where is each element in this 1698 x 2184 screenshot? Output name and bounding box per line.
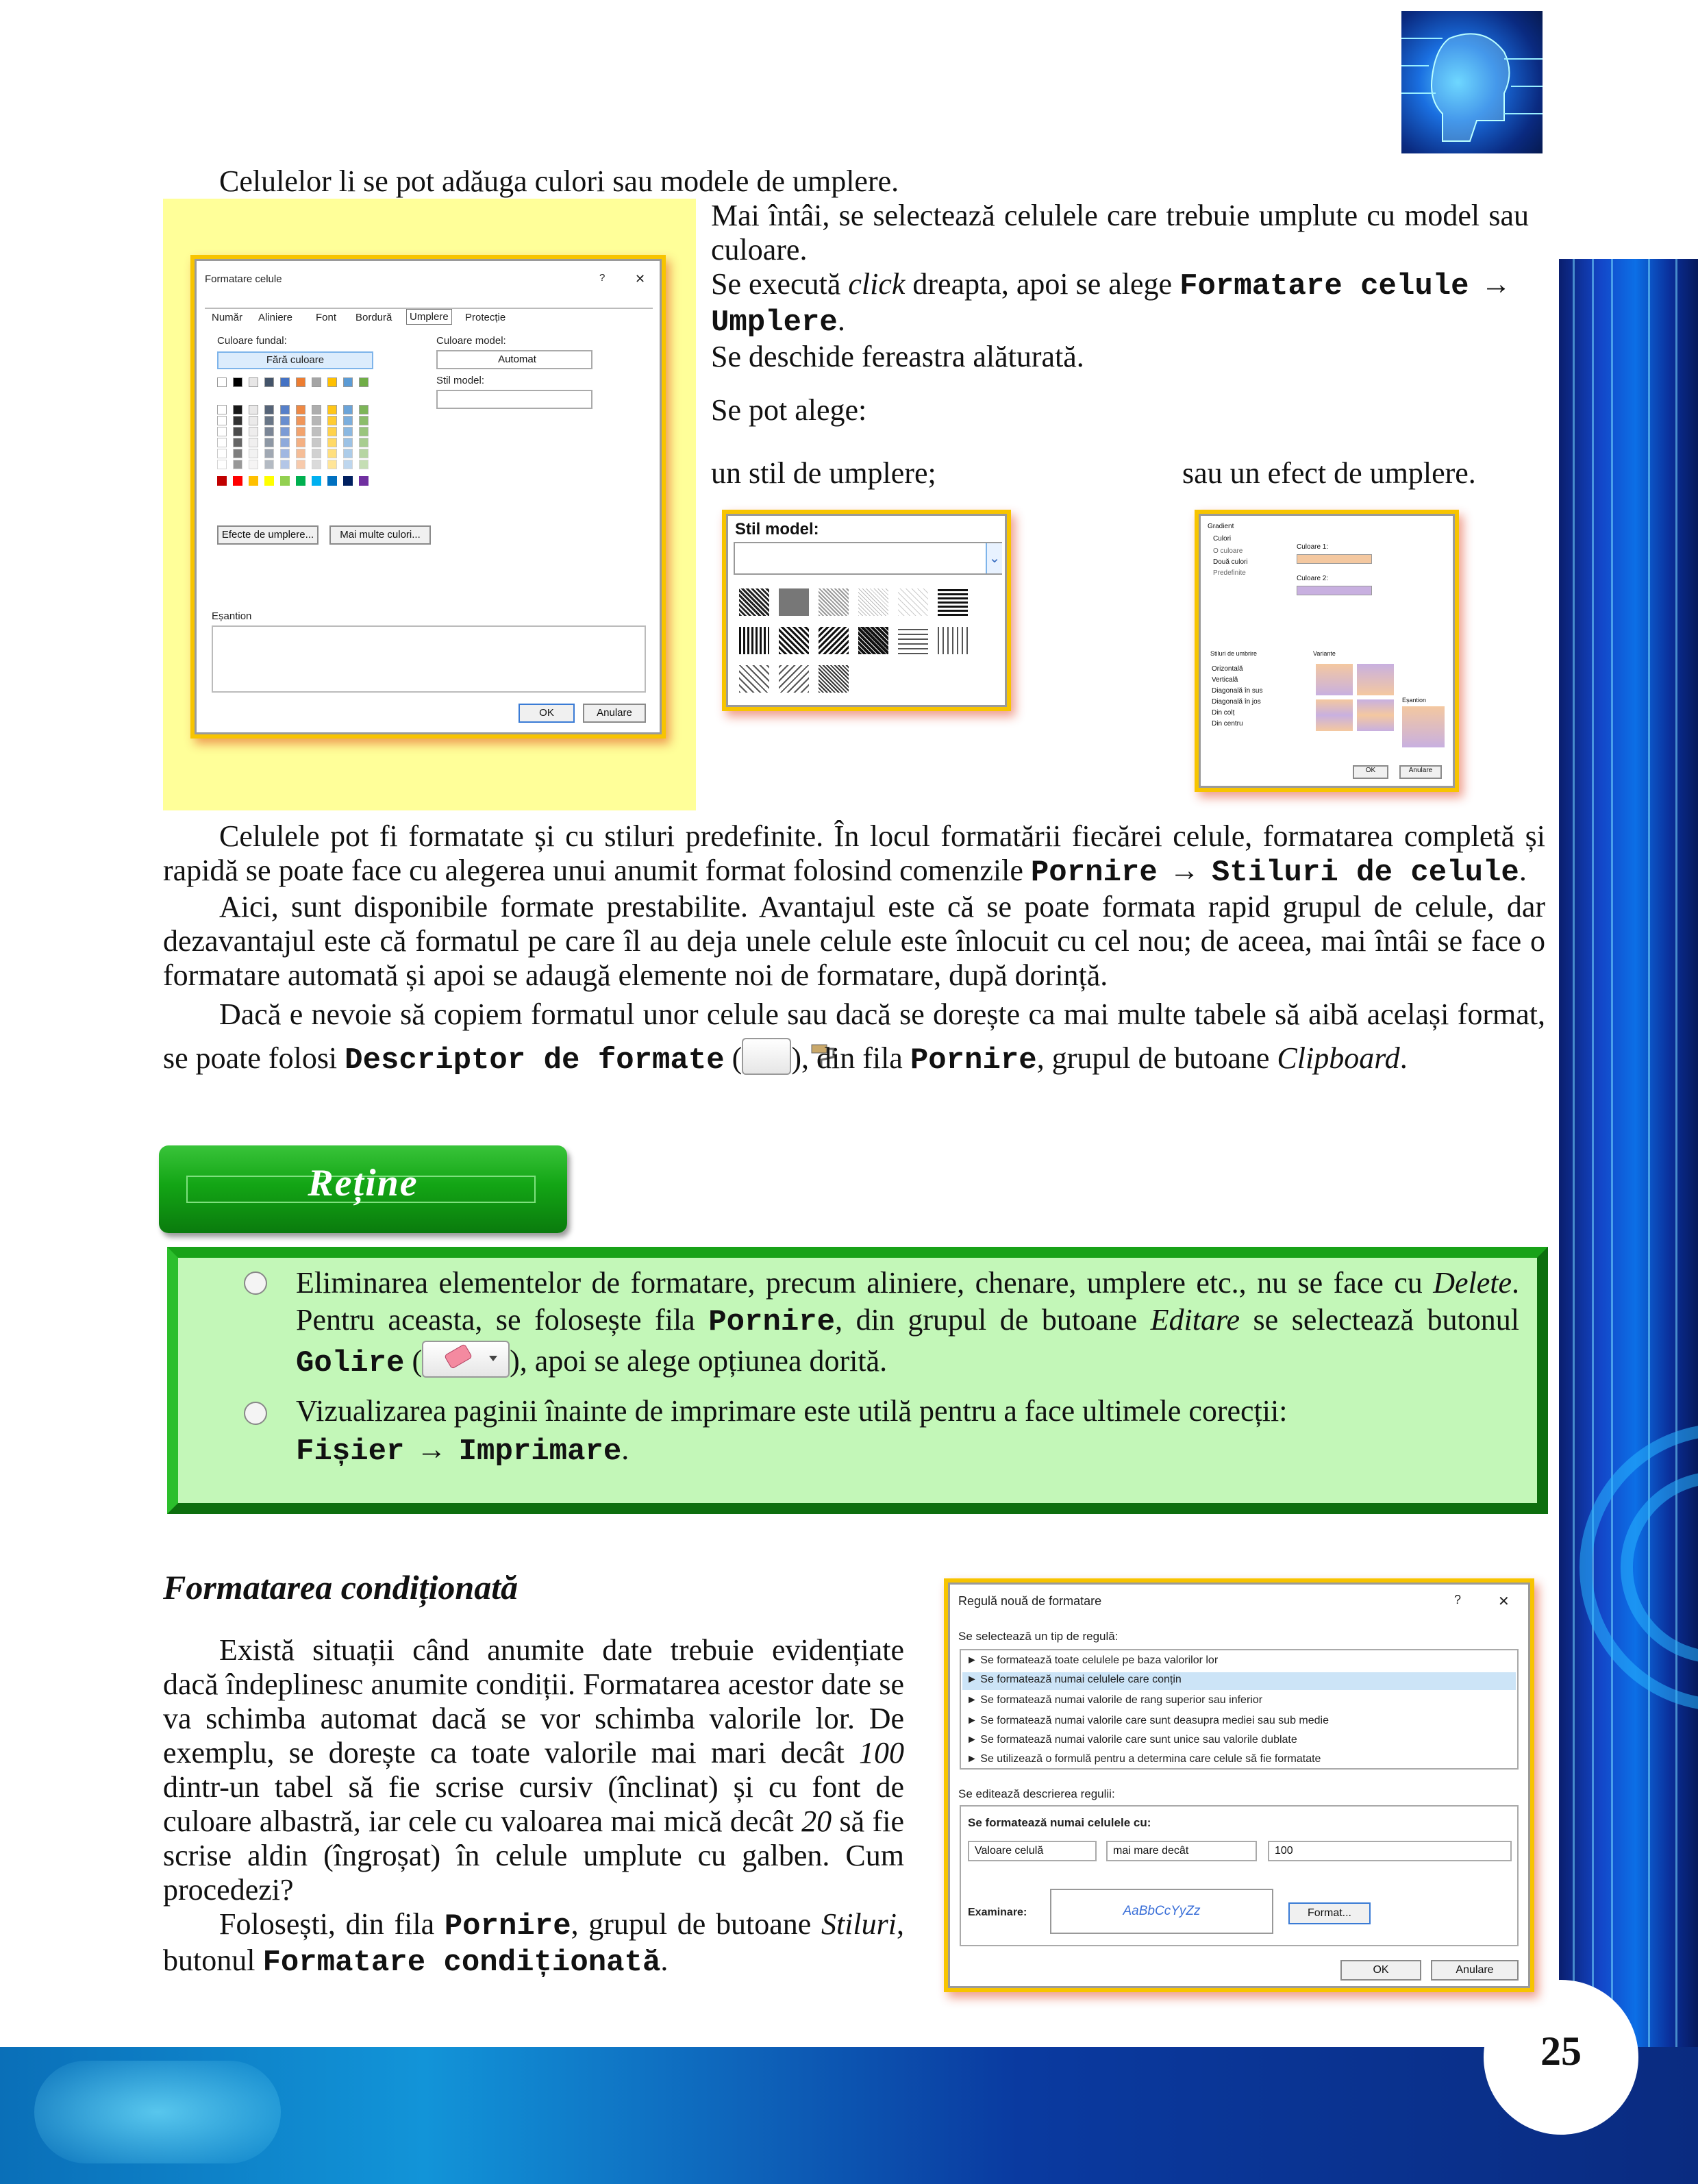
color-swatch[interactable] (233, 405, 242, 414)
color-swatch[interactable] (264, 377, 274, 387)
sample-label: Eșantion (212, 610, 252, 622)
only-cells-label: Se formatează numai celulele cu: (968, 1816, 1151, 1829)
retine-item-2: Vizualizarea paginii înainte de imprimare este utilă pentru a face ultimele corecții: Fișier → Imprimare. (296, 1394, 1288, 1469)
color-swatch[interactable] (217, 476, 227, 486)
preview-label: Examinare: (968, 1907, 1027, 1918)
color-swatch[interactable] (296, 377, 305, 387)
shading-style-option[interactable]: Diagonală în sus (1212, 687, 1263, 695)
rule-option[interactable]: ► Se formatează numai valorile care sunt deasupra mediei sau sub medie (966, 1715, 1329, 1726)
color-swatch[interactable] (249, 476, 258, 486)
shading-styles-label: Stiluri de umbrire (1210, 650, 1258, 657)
color1-label: Culoare 1: (1297, 543, 1329, 551)
pattern-swatch[interactable] (898, 627, 928, 654)
color-swatch[interactable] (264, 449, 274, 458)
color-swatch[interactable] (359, 438, 369, 447)
colors-label: Culori (1213, 535, 1232, 543)
pattern-swatch[interactable] (779, 627, 809, 654)
color-swatch[interactable] (359, 377, 369, 387)
color-swatch[interactable] (249, 438, 258, 447)
radio-one-color[interactable]: O culoare (1213, 547, 1243, 555)
shading-style-option[interactable]: Diagonală în jos (1212, 698, 1261, 706)
color-swatch[interactable] (327, 476, 337, 486)
rule-type-list[interactable] (960, 1649, 1519, 1770)
pattern-swatch[interactable] (938, 627, 968, 654)
retine-title: Reține (308, 1162, 419, 1204)
color-swatch[interactable] (312, 449, 321, 458)
pattern-swatch[interactable] (739, 665, 769, 693)
color-swatch[interactable] (233, 438, 242, 447)
color-swatch[interactable] (343, 438, 353, 447)
color-swatch[interactable] (296, 476, 305, 486)
intro-p4: Se pot alege: (711, 393, 867, 427)
cancel-button[interactable]: Anulare (1431, 1960, 1519, 1981)
color-swatch[interactable] (343, 377, 353, 387)
color-swatch[interactable] (359, 405, 369, 414)
color-swatch[interactable] (343, 405, 353, 414)
color-swatch[interactable] (359, 449, 369, 458)
new-formatting-rule-dialog (948, 1583, 1530, 1988)
color-swatch[interactable] (296, 438, 305, 447)
option-fill-style: un stil de umplere; (711, 456, 936, 490)
color-swatch[interactable] (249, 377, 258, 387)
dialog-title: Regulă nouă de formatare (958, 1594, 1102, 1608)
pattern-swatch[interactable] (938, 588, 968, 616)
rule-description-box (960, 1805, 1519, 1946)
pattern-swatch[interactable] (779, 588, 809, 616)
color-swatch[interactable] (280, 427, 290, 436)
tab-numar[interactable]: Număr (212, 312, 243, 323)
color-swatch[interactable] (327, 449, 337, 458)
color-swatch[interactable] (217, 460, 227, 469)
pattern-swatch[interactable] (858, 588, 888, 616)
color-swatch[interactable] (312, 405, 321, 414)
help-icon[interactable]: ? (1454, 1593, 1462, 1606)
fill-effects-dialog (1199, 514, 1455, 788)
format-painter-icon (742, 1038, 791, 1075)
color-swatch[interactable] (233, 416, 242, 425)
color-swatch[interactable] (280, 416, 290, 425)
gradient-group-label: Gradient (1208, 523, 1234, 530)
color2-label: Culoare 2: (1297, 575, 1329, 582)
color-swatch[interactable] (249, 405, 258, 414)
sample-preview (212, 625, 646, 693)
color-swatch[interactable] (280, 476, 290, 486)
color-swatch[interactable] (343, 416, 353, 425)
color-swatch[interactable] (233, 377, 242, 387)
color-swatch[interactable] (264, 416, 274, 425)
pattern-swatch[interactable] (858, 627, 888, 654)
color-swatch[interactable] (343, 449, 353, 458)
color-swatch[interactable] (233, 449, 242, 458)
shading-style-option[interactable]: Din colț (1212, 709, 1235, 717)
color-swatch[interactable] (217, 377, 227, 387)
color1-dropdown[interactable] (1297, 554, 1372, 564)
color-swatch[interactable] (280, 377, 290, 387)
variants-label: Variante (1313, 650, 1336, 657)
color-swatch[interactable] (217, 405, 227, 414)
conditional-paragraph-2: Folosești, din fila Pornire, grupul de butoane Stiluri, butonul Formatare condiționată. (163, 1907, 904, 1980)
color-swatch[interactable] (296, 460, 305, 469)
cancel-button[interactable]: Anulare (1399, 765, 1442, 779)
pattern-style-label: Stil model: (735, 520, 819, 538)
ok-button[interactable]: OK (519, 704, 575, 723)
format-cells-dialog (195, 259, 662, 734)
color-swatch[interactable] (217, 416, 227, 425)
intro-p1: Mai întâi, se selectează celulele care trebuie umplute cu model sau culoare. (711, 199, 1529, 266)
format-button[interactable]: Format... (1288, 1902, 1371, 1924)
conditional-paragraph-1: Există situații când anumite date trebuie evidențiate dacă îndeplinesc anumite condiții. Formatarea acestor date se va schimba automat dacă se vor schimba valorile lor. De exemplu, se dorește ca toate valorile mai mari decât 100 dintr-un tabel să fie scrise cursiv (înclinat) și cu font de culoare albastră, iar cele cu valoarea mai mică decât 20 să fie scrise aldin (îngroșat) în celule umplute cu galben. Cum procedezi? (163, 1633, 904, 1907)
color-swatch[interactable] (327, 416, 337, 425)
color-swatch[interactable] (233, 427, 242, 436)
pattern-swatch[interactable] (898, 588, 928, 616)
color-swatch[interactable] (280, 405, 290, 414)
section-heading: Formatarea condiționată (163, 1568, 519, 1606)
color-swatch[interactable] (327, 427, 337, 436)
color-swatch[interactable] (249, 416, 258, 425)
shading-style-option[interactable]: Din centru (1212, 720, 1243, 728)
bg-color-label: Culoare fundal: (217, 335, 287, 347)
color-swatch[interactable] (249, 460, 258, 469)
styles-paragraph-3: Dacă e nevoie să copiem formatul unor celule sau dacă se dorește ca mai multe tabele să aibă același format, se poate folosi Descriptor de formate ( ), din fila Pornire, grupul de butoane Clipboard. (163, 997, 1545, 1078)
color-swatch[interactable] (327, 377, 337, 387)
option-fill-effect: sau un efect de umplere. (1182, 456, 1476, 490)
pattern-swatch[interactable] (779, 665, 809, 693)
pattern-swatch[interactable] (819, 665, 849, 693)
color-swatch[interactable] (217, 449, 227, 458)
color-swatch[interactable] (264, 438, 274, 447)
ok-button[interactable]: OK (1340, 1960, 1421, 1981)
cancel-button[interactable]: Anulare (583, 704, 646, 723)
close-icon[interactable]: ✕ (1498, 1594, 1510, 1609)
color-swatch[interactable] (343, 460, 353, 469)
sample-label: Eșantion (1402, 697, 1427, 704)
preview-box: AaBbCcYyZz (1050, 1889, 1273, 1934)
pattern-color-label: Culoare model: (436, 335, 506, 347)
pattern-style-panel (726, 514, 1007, 707)
tab-font[interactable]: Font (316, 312, 337, 323)
color-swatch[interactable] (359, 460, 369, 469)
rule-option[interactable]: ► Se formatează numai valorile care sunt unice sau valorile dublate (966, 1734, 1297, 1746)
shading-style-option[interactable]: Orizontală (1212, 665, 1243, 673)
pattern-grid[interactable] (739, 588, 979, 698)
pattern-swatch[interactable] (739, 627, 769, 654)
decorative-circuit-band (1559, 259, 1698, 2184)
color-swatch[interactable] (343, 476, 353, 486)
styles-paragraph-2: Aici, sunt disponibile formate prestabilite. Avantajul este că se poate formata rapid grupul de celule, dar dezavantajul este că formatul pe care îl au deja unele celule este înlocuit cu cel nou; de aceea, mai întâi se face o formatare automată și apoi se adaugă elemente noi de formatare, după dorință. (163, 890, 1545, 992)
page-number: 25 (1540, 2028, 1582, 2074)
color2-dropdown[interactable] (1297, 586, 1372, 595)
chevron-down-icon[interactable]: ⌄ (986, 543, 1002, 573)
edit-rule-label: Se editează descrierea regulii: (958, 1787, 1115, 1800)
rule-option[interactable]: ► Se formatează numai valorile de rang superior sau inferior (966, 1694, 1263, 1706)
color-swatch[interactable] (327, 438, 337, 447)
help-icon[interactable]: ? (599, 272, 605, 284)
pattern-style-dropdown[interactable] (436, 390, 592, 409)
color-palette[interactable] (217, 377, 382, 521)
color-swatch[interactable] (233, 460, 242, 469)
styles-paragraph-1: Celulele pot fi formatate și cu stiluri predefinite. În locul formatării fiecărei celule, formatarea completă și rapidă se poate face cu alegerea unui anumit format folosind comenzile Pornire → Stiluri de celule. (163, 819, 1545, 890)
ai-head-logo (1401, 11, 1543, 153)
color-swatch[interactable] (359, 427, 369, 436)
tab-umplere[interactable]: Umplere (406, 309, 452, 325)
color-swatch[interactable] (312, 476, 321, 486)
operator-dropdown[interactable]: mai mare decât (1106, 1841, 1257, 1861)
decorative-bottom-band (0, 2047, 1698, 2184)
rule-type-label: Se selectează un tip de regulă: (958, 1630, 1119, 1643)
sample-preview (1402, 706, 1445, 747)
color-swatch[interactable] (217, 427, 227, 436)
pattern-swatch[interactable] (819, 627, 849, 654)
close-icon[interactable]: ✕ (635, 272, 646, 286)
tab-bordura[interactable]: Bordură (355, 312, 392, 323)
more-colors-button[interactable]: Mai multe culori... (329, 525, 431, 545)
no-color-button[interactable]: Fără culoare (217, 351, 373, 369)
tab-protectie[interactable]: Protecție (465, 312, 506, 323)
color-swatch[interactable] (312, 416, 321, 425)
color-swatch[interactable] (296, 449, 305, 458)
value-input[interactable]: 100 (1268, 1841, 1512, 1861)
intro-line: Celulelor li se pot adăuga culori sau modele de umplere. (219, 164, 899, 198)
radio-two-colors[interactable]: Două culori (1213, 558, 1248, 566)
ok-button[interactable]: OK (1353, 765, 1388, 779)
color-swatch[interactable] (233, 476, 242, 486)
color-swatch[interactable] (249, 427, 258, 436)
color-swatch[interactable] (359, 476, 369, 486)
pattern-swatch[interactable] (819, 588, 849, 616)
color-swatch[interactable] (280, 460, 290, 469)
color-swatch[interactable] (280, 438, 290, 447)
color-swatch[interactable] (264, 405, 274, 414)
retine-item-1: Eliminarea elementelor de formatare, precum aliniere, chenare, umplere etc., nu se face cu Delete. Pentru aceasta, se folosește fila Pornire, din grupul de butoane Editare se selectează butonul Golire ( ), apoi se alege opțiunea dorită. (296, 1266, 1519, 1380)
intro-p2: Se execută click dreapta, apoi se alege Formatare celule → Umplere. (711, 267, 1506, 340)
rule-option[interactable]: ► Se utilizează o formulă pentru a determina care celule să fie formatate (966, 1753, 1321, 1765)
color-swatch[interactable] (264, 427, 274, 436)
color-swatch[interactable] (359, 416, 369, 425)
shading-styles-list[interactable] (1212, 664, 1263, 730)
rule-option-selected[interactable]: ► Se formatează numai celulele care conțin (962, 1672, 1516, 1690)
dialog-title: Formatare celule (205, 273, 282, 285)
color-swatch[interactable] (312, 377, 321, 387)
color-swatch[interactable] (264, 460, 274, 469)
fill-effects-button[interactable]: Efecte de umplere... (217, 525, 319, 545)
shading-style-option[interactable]: Verticală (1212, 676, 1238, 684)
bullet-icon (244, 1402, 267, 1425)
color-swatch[interactable] (312, 427, 321, 436)
tab-aliniere[interactable]: Aliniere (258, 312, 293, 323)
eraser-icon (422, 1341, 510, 1378)
color-swatch[interactable] (327, 460, 337, 469)
color-swatch[interactable] (280, 449, 290, 458)
pattern-swatch[interactable] (739, 588, 769, 616)
color-swatch[interactable] (249, 449, 258, 458)
color-swatch[interactable] (343, 427, 353, 436)
color-swatch[interactable] (264, 476, 274, 486)
color-swatch[interactable] (312, 438, 321, 447)
condition-type-dropdown[interactable]: Valoare celulă (968, 1841, 1097, 1861)
radio-preset[interactable]: Predefinite (1213, 569, 1246, 577)
color-swatch[interactable] (296, 405, 305, 414)
color-swatch[interactable] (217, 438, 227, 447)
color-swatch[interactable] (296, 416, 305, 425)
variants-grid[interactable] (1313, 661, 1398, 734)
pattern-color-dropdown[interactable]: Automat (436, 350, 592, 369)
color-swatch[interactable] (296, 427, 305, 436)
color-swatch[interactable] (312, 460, 321, 469)
intro-p3: Se deschide fereastra alăturată. (711, 340, 1084, 373)
color-swatch[interactable] (327, 405, 337, 414)
pattern-style-label: Stil model: (436, 375, 485, 386)
bullet-icon (244, 1271, 267, 1295)
rule-option[interactable]: ► Se formatează toate celulele pe baza valorilor lor (966, 1654, 1219, 1666)
